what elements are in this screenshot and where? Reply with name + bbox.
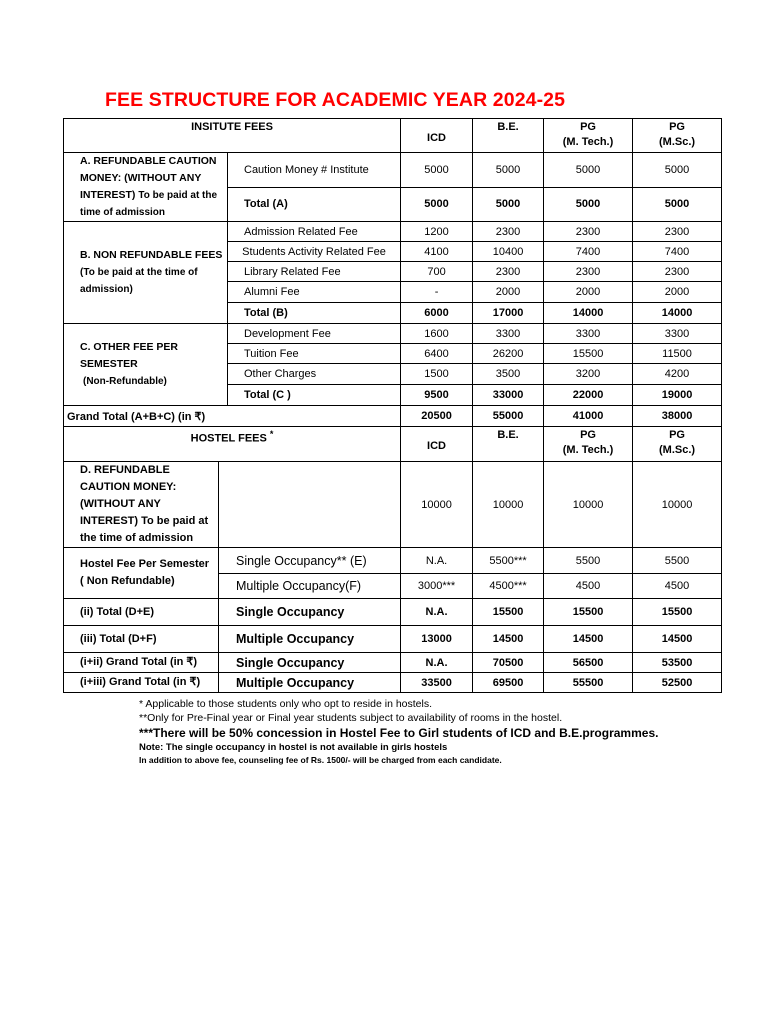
table-row: Alumni Fee - 2000 2000 2000 (64, 282, 722, 303)
col-icd-header: ICD (401, 119, 473, 153)
institute-fees-header: INSITUTE FEES (64, 119, 401, 153)
fee-table (63, 118, 722, 693)
footnote: **Only for Pre-Final year or Final year students subject to availability of rooms in the hostel. (139, 712, 563, 724)
col-pg-label: PG (669, 121, 685, 133)
col-pg-msc-header (633, 119, 722, 153)
section-b-label: B. NON REFUNDABLE FEES (To be paid at the time of admission) (64, 222, 228, 324)
footnote-concession: ***There will be 50% concession in Hostel Fee to Girl students of ICD and B.E.programmes. (139, 726, 659, 740)
total-row: (i+ii) Grand Total (in ₹) Single Occupancy N.A. 70500 56500 53500 (64, 653, 722, 673)
table-row: B. NON REFUNDABLE FEES (To be paid at the time of admission) Admission Related Fee 1200 2300 2300 2300 (64, 222, 722, 242)
hostel-fees-header: HOSTEL FEES * (64, 427, 401, 462)
footnote-girls-hostel: Note: The single occupancy in hostel is not available in girls hostels (139, 742, 448, 753)
footnote: * Applicable to those students only who opt to reside in hostels. (139, 698, 433, 710)
footnotes (139, 697, 658, 766)
col-mtech-label: (M. Tech.) (562, 136, 614, 148)
col-pg-mtech-header (544, 119, 633, 153)
table-row: Students Activity Related Fee 4100 10400 7400 7400 (64, 242, 722, 262)
section-a-label: A. REFUNDABLE CAUTION MONEY: (WITHOUT ANY INTEREST) To be paid at the time of admission (64, 153, 228, 222)
total-row: Total (A) 5000 5000 5000 5000 (64, 187, 722, 222)
col-be-header: B.E. (473, 119, 544, 153)
total-a-label: Total (A) (228, 187, 401, 222)
total-row: (i+iii) Grand Total (in ₹) Multiple Occupancy 33500 69500 55500 52500 (64, 673, 722, 693)
grand-total-row: Grand Total (A+B+C) (in ₹) 20500 55000 41000 38000 (64, 406, 722, 427)
table-row: Other Charges 1500 3500 3200 4200 (64, 364, 722, 385)
grand-total-label: Grand Total (A+B+C) (in ₹) (64, 406, 401, 427)
total-row: (ii) Total (D+E) Single Occupancy N.A. 15500 15500 15500 (64, 599, 722, 626)
total-row: Total (B) 6000 17000 14000 14000 (64, 303, 722, 324)
table-row: Hostel Fee Per Semester ( Non Refundable) Single Occupancy** (E) N.A. 5500*** 5500 5500 (64, 548, 722, 574)
page-title: FEE STRUCTURE FOR ACADEMIC YEAR 2024-25 (105, 89, 566, 111)
section-c-label: C. OTHER FEE PER SEMESTER (Non-Refundable) (64, 324, 228, 406)
table-row: Multiple Occupancy(F) 3000*** 4500*** 4500 4500 (64, 574, 722, 599)
row-label: Caution Money # Institute (228, 153, 401, 188)
col-msc-label: (M.Sc.) (659, 136, 696, 148)
table-row: Tuition Fee 6400 26200 15500 11500 (64, 344, 722, 364)
table-row: D. REFUNDABLE CAUTION MONEY: (WITHOUT ANY INTEREST) To be paid at the time of admission 10000 10000 10000 10000 (64, 462, 722, 548)
footnote-counseling: In addition to above fee, counseling fee of Rs. 1500/- will be charged from each candidate. (139, 755, 502, 765)
table-row: Library Related Fee 700 2300 2300 2300 (64, 262, 722, 282)
total-row: Total (C ) 9500 33000 22000 19000 (64, 385, 722, 406)
hostel-per-semester-label: Hostel Fee Per Semester ( Non Refundable) (64, 548, 219, 599)
institute-header-row (64, 119, 722, 153)
section-d-label: D. REFUNDABLE CAUTION MONEY: (WITHOUT ANY INTEREST) To be paid at the time of admission (64, 462, 219, 548)
col-pg-label: PG (580, 121, 596, 133)
table-row: A. REFUNDABLE CAUTION MONEY: (WITHOUT ANY INTEREST) To be paid at the time of admission Caution Money # Institute 5000 5000 5000 5000 (64, 153, 722, 188)
table-row: C. OTHER FEE PER SEMESTER (Non-Refundable) Development Fee 1600 3300 3300 3300 (64, 324, 722, 344)
hostel-header-row: HOSTEL FEES * ICD B.E. PG (M. Tech.) PG (M.Sc.) (64, 427, 722, 462)
total-c-label: Total (C ) (228, 385, 401, 406)
total-b-label: Total (B) (228, 303, 401, 324)
total-row: (iii) Total (D+F) Multiple Occupancy 13000 14500 14500 14500 (64, 626, 722, 653)
